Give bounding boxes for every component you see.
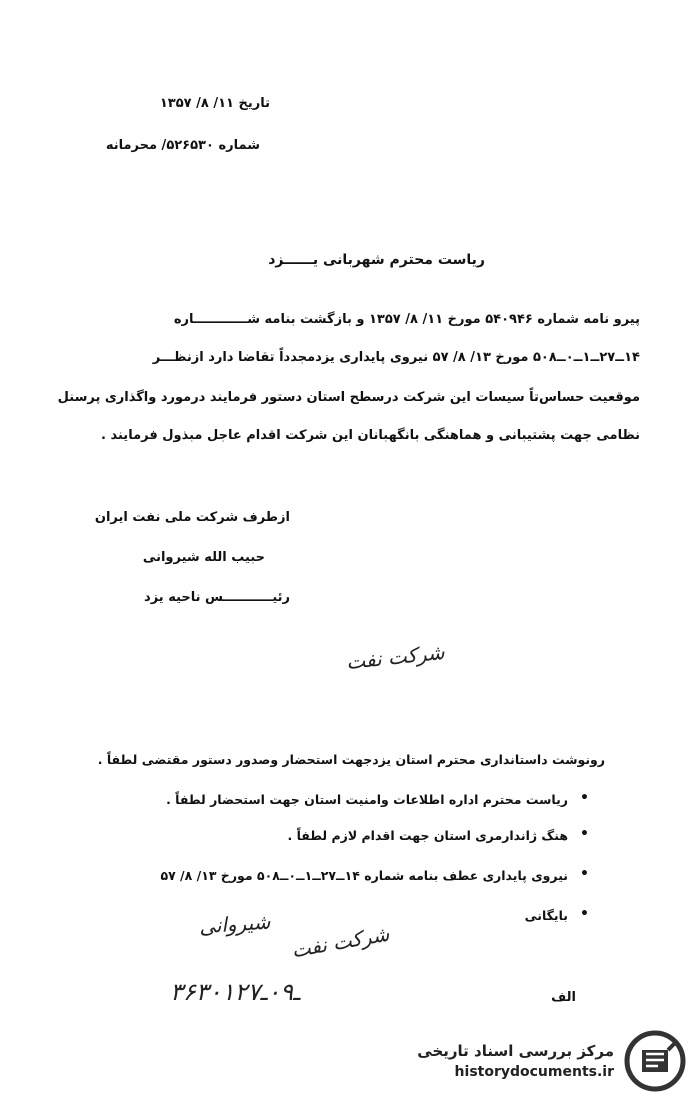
addressee: ریاست محترم شهربانی یــــــزد [268,252,485,268]
cc-item: بایگانی [524,908,568,923]
handwritten-number: ۳۶۳ـ۰۹ـ۰۱۲۷ [170,978,301,1006]
cc-item: ریاست محترم اداره اطلاعات وامنیت استان جهت استحضار لطفاً . [166,792,568,807]
body-line-1: پیرو نامه شماره ۵۴۰۹۴۶ مورخ ۱۱/ ۸/ ۱۳۵۷ و بازگشت بنامه شــــــــــــاره [173,312,640,327]
cc-item: هنگ ژاندارمری استان جهت اقدام لازم لطفاً . [287,828,568,843]
page-letter: الف [551,990,576,1005]
signature-title: رئیـــــــــــس ناحیه یزد [144,590,290,605]
number-line: شماره ۵۲۶۵۳۰/ محرمانه [105,138,260,153]
signature-company: ازطرف شرکت ملی نفت ایران [94,510,290,525]
cc-bullet: • [580,866,589,882]
watermark-name: مرکز بررسی اسناد تاریخی [417,1042,614,1060]
watermark-url: historydocuments.ir [454,1064,614,1080]
archive-logo-icon [624,1030,686,1092]
handwritten-stamp: شرکت نفت [290,921,392,963]
company-stamp: شرکت نفت [345,639,446,675]
body-line-3: موقعیت حساس‌تاً سیسات این شرکت درسطح استان دستور فرمایند درمورد واگذاری پرسنل [57,390,640,405]
cc-intro: رونوشت داستانداری محترم استان یزدجهت استحضار وصدور دستور مقتضی لطفاً . [97,752,605,767]
cc-bullet: • [580,906,589,922]
signature-name: حبیب الله شیروانی [142,550,265,565]
body-line-4: نظامی جهت پشتیبانی و هماهنگی بانگهبانان این شرکت اقدام عاجل مبذول فرمایند . [101,428,640,443]
cc-item: نیروی پایداری عطف بنامه شماره ۱۴ــ۲۷ــ۱ــ۰ــ۵۰۸ مورخ ۱۳/ ۸/ ۵۷ [160,868,568,883]
archive-watermark [396,1028,686,1094]
date-line: تاریخ ۱۱/ ۸/ ۱۳۵۷ [159,96,270,111]
cc-bullet: • [580,790,589,806]
cc-bullet: • [580,826,589,842]
handwritten-name: شیروانی [197,909,271,939]
body-line-2: ۱۴ــ۲۷ــ۱ــ۰ــ۵۰۸ مورخ ۱۳/ ۸/ ۵۷ نیروی پایداری یزدمجدداً تقاضا دارد ازنظـــر [152,350,640,365]
